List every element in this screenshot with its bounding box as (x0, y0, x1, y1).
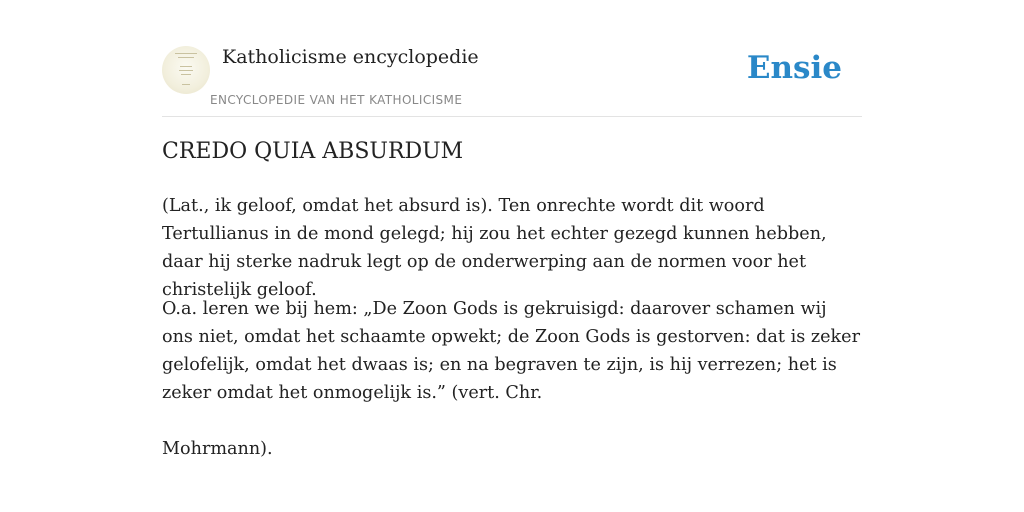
site-header (162, 40, 862, 117)
site-title[interactable]: Katholicisme encyclopedie (222, 46, 479, 68)
encyclopedia-cover-avatar[interactable] (162, 46, 210, 94)
entry-title: CREDO QUIA ABSURDUM (162, 139, 464, 164)
entry-paragraph: (Lat., ik geloof, omdat het absurd is). Ten onrechte wordt dit woord Tertullianus in de mond gelegd; hij zou het echter gezegd kunnen hebben, daar hij sterke nadruk legt op de onderwerping aan de normen voor het christelijk geloof. (162, 196, 827, 300)
entry-paragraph: O.a. leren we bij hem: „De Zoon Gods is gekruisigd: daarover schamen wij ons niet, omdat het schaamte opwekt; de Zoon Gods is gestorven: dat is zeker gelofelijk, omdat het dwaas is; en na begraven te zijn, is hij verrezen; het is zeker omdat het onmogelijk is.” (vert. Chr. (162, 299, 860, 403)
ensie-logo-link[interactable]: Ensie (746, 50, 842, 86)
site-subtitle: ENCYCLOPEDIE VAN HET KATHOLICISME (210, 93, 463, 107)
entry-paragraph: Mohrmann). (162, 439, 273, 459)
